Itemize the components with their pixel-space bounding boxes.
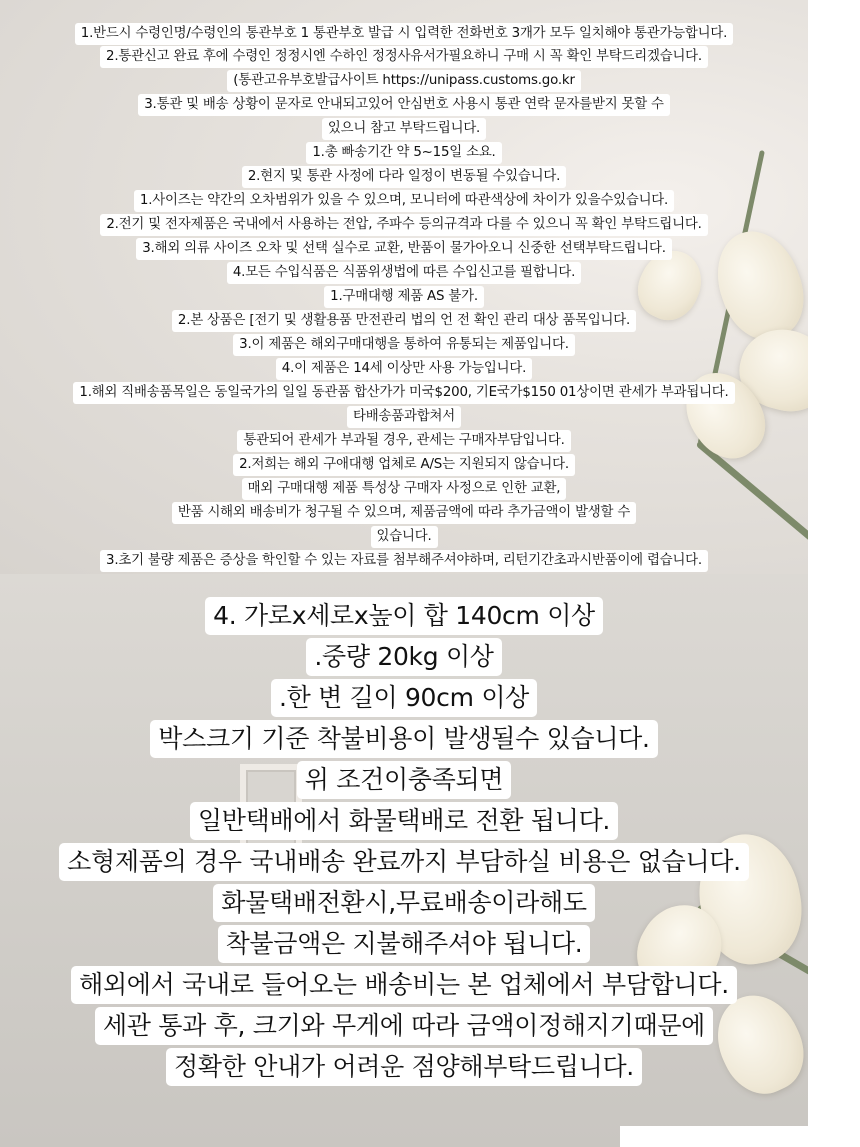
notice-line: 2.전기 및 전자제품은 국내에서 사용하는 전압, 주파수 등의규격과 다를 수 있으니 꼭 확인 부탁드립니다. <box>0 213 808 236</box>
shipping-line: 위 조건이충족되면 <box>0 761 808 799</box>
notice-line: 4.모든 수입식품은 식품위생법에 따른 수입신고를 필합니다. <box>0 261 808 284</box>
notice-line: 4.이 제품은 14세 이상만 사용 가능입니다. <box>0 357 808 380</box>
notice-line: 1.총 빠송기간 약 5~15일 소요. <box>0 141 808 164</box>
shipping-line: 4. 가로x세로x높이 합 140cm 이상 <box>0 597 808 635</box>
notice-line: 3.초기 불량 제품은 증상을 학인할 수 있는 자료를 첨부해주셔야하며, 리턴기간초과시반품이에 렵습니다. <box>0 549 808 572</box>
shipping-line: 착불금액은 지불해주셔야 됩니다. <box>0 925 808 963</box>
shipping-line: .중량 20kg 이상 <box>0 638 808 676</box>
shipping-line: 해외에서 국내로 들어오는 배송비는 본 업체에서 부담합니다. <box>0 966 808 1004</box>
shipping-line: 세관 통과 후, 크기와 무게에 따라 금액이정해지기때문에 <box>0 1007 808 1045</box>
notice-line: 매외 구매대행 제품 특성상 구매자 사정으로 인한 교환, <box>0 477 808 500</box>
notice-line: 2.본 상품은 [전기 및 생활용품 만전관리 법의 언 전 확인 관리 대상 품목입니다. <box>0 309 808 332</box>
bottom-white-bar <box>620 1126 808 1147</box>
notice-line: 1.구매대행 제품 AS 불가. <box>0 285 808 308</box>
shipping-line: 일반택배에서 화물택배로 전환 됩니다. <box>0 802 808 840</box>
notice-line: 2.현지 및 통관 사정에 다라 일정이 변동될 수있습니다. <box>0 165 808 188</box>
notice-line: 1.반드시 수령인명/수령인의 통관부호 1 통관부호 발급 시 입력한 전화번호 3개가 모두 일치해야 통관가능합니다. <box>0 22 808 45</box>
shipping-line: 소형제품의 경우 국내배송 완료까지 부담하실 비용은 없습니다. <box>0 843 808 881</box>
notice-line: 3.해외 의류 사이즈 오차 및 선택 실수로 교환, 반품이 물가아오니 신중한 선택부탁드립니다. <box>0 237 808 260</box>
notice-line: 타배송품과합쳐서 <box>0 405 808 428</box>
notice-line: 있으니 참고 부탁드립니다. <box>0 117 808 140</box>
notice-line: 3.통관 및 배송 상황이 문자로 안내되고있어 안심번호 사용시 통관 연락 문자를받지 못할 수 <box>0 93 808 116</box>
notice-line: 통관되어 관세가 부과될 경우, 관세는 구매자부담입니다. <box>0 429 808 452</box>
notice-panel <box>0 0 808 574</box>
notice-line: 있습니다. <box>0 525 808 548</box>
notice-line: 반품 시해외 배송비가 청구될 수 있으며, 제품금액에 따라 추가금액이 발생할 수 <box>0 501 808 524</box>
notice-line: 2.통관신고 완료 후에 수령인 정정시엔 수하인 정정사유서가필요하니 구매 시 꼭 확인 부탁드리겠습니다. <box>0 45 808 68</box>
notice-line: 1.사이즈는 약간의 오차범위가 있을 수 있으며, 모니터에 따관색상에 차이가 있을수있습니다. <box>0 189 808 212</box>
shipping-panel <box>0 574 808 1147</box>
shipping-line: .한 변 길이 90cm 이상 <box>0 679 808 717</box>
notice-line: 3.이 제품은 해외구매대행을 통하여 유통되는 제품입니다. <box>0 333 808 356</box>
notice-line: 2.저희는 해외 구애대행 업체로 A/S는 지원되지 않습니다. <box>0 453 808 476</box>
shipping-line: 화물택배전환시,무료배송이라해도 <box>0 884 808 922</box>
shipping-line: 정확한 안내가 어려운 점양해부탁드립니다. <box>0 1048 808 1086</box>
notice-line: 1.해외 직배송품목일은 동일국가의 일일 동관품 합산가가 미국$200, 기E국가$150 01상이면 관세가 부과됩니다. <box>0 381 808 404</box>
notice-line: (통관고유부호발급사이트 https://unipass.customs.go.kr <box>0 69 808 92</box>
shipping-line: 박스크기 기준 착불비용이 발생될수 있습니다. <box>0 720 808 758</box>
